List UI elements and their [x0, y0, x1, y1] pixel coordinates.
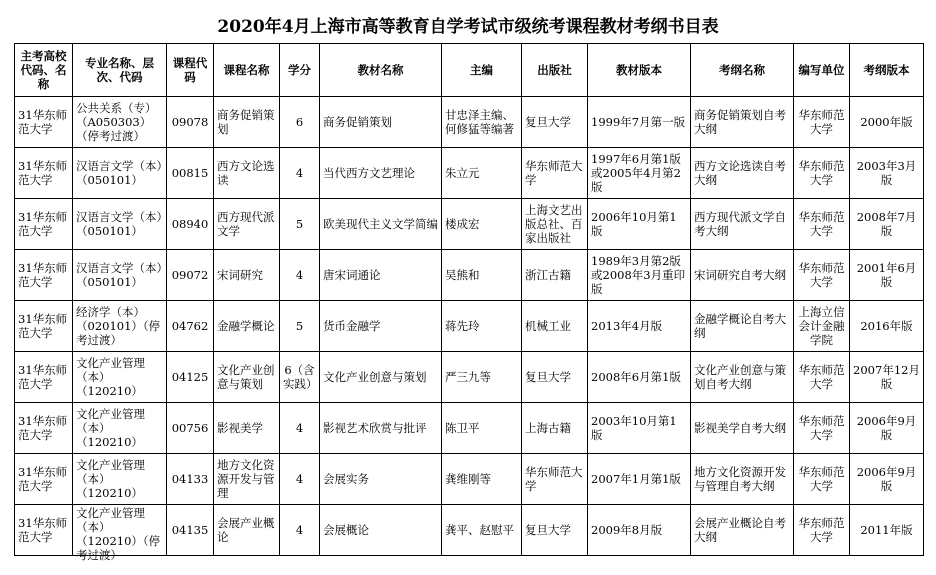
- author-unit-cell-text: 华东师范大学: [798, 516, 845, 544]
- course-code-cell: [167, 199, 214, 250]
- major-cell-text: 汉语言文学（本）（050101）: [76, 261, 163, 289]
- edition-cell: [588, 403, 691, 454]
- syllabus-version-cell: [850, 454, 924, 505]
- major-cell-text: 文化产业管理（本）（120210）: [76, 356, 145, 398]
- credits-cell: [280, 454, 320, 505]
- publisher-cell: [522, 505, 588, 556]
- syllabus-cell: [691, 352, 794, 403]
- textbook-cell-text: 货币金融学: [323, 319, 381, 333]
- major-cell-text: 汉语言文学（本）（050101）: [76, 159, 163, 187]
- table-row: [15, 97, 924, 148]
- author-unit-cell-text: 上海立信会计金融学院: [798, 305, 845, 347]
- major-cell: [73, 352, 167, 403]
- editor-cell: [442, 454, 522, 505]
- publisher-cell-text: 复旦大学: [525, 115, 571, 129]
- school-cell-text: 31华东师范大学: [18, 261, 68, 289]
- publisher-cell-text: 复旦大学: [525, 370, 571, 384]
- course-code-cell: [167, 403, 214, 454]
- edition-cell: [588, 148, 691, 199]
- course-code-cell-text: 00756: [171, 421, 209, 435]
- syllabus-cell: [691, 148, 794, 199]
- textbook-cell: [320, 454, 442, 505]
- major-cell: [73, 250, 167, 301]
- publisher-cell: [522, 199, 588, 250]
- school-cell-text: 31华东师范大学: [18, 414, 68, 442]
- major-cell: [73, 97, 167, 148]
- textbook-cell-text: 会展实务: [323, 472, 369, 486]
- editor-cell: [442, 505, 522, 556]
- editor-cell: [442, 352, 522, 403]
- course-name-cell-text: 宋词研究: [217, 268, 263, 282]
- school-cell-text: 31华东师范大学: [18, 516, 68, 544]
- syllabus-cell-text: 金融学概论自考大纲: [694, 312, 786, 340]
- syllabus-version-cell-text: 2003年3月版: [856, 159, 917, 187]
- header-editor: 主编: [442, 44, 522, 97]
- edition-cell-text: 1997年6月第1版或2005年4月第2版: [591, 152, 681, 194]
- course-name-cell-text: 文化产业创意与策划: [217, 363, 275, 391]
- publisher-cell: [522, 454, 588, 505]
- edition-cell: [588, 97, 691, 148]
- header-edition: 教材版本: [588, 44, 691, 97]
- textbook-cell: [320, 97, 442, 148]
- textbook-cell: [320, 403, 442, 454]
- syllabus-version-cell-text: 2008年7月版: [856, 210, 917, 238]
- author-unit-cell-text: 华东师范大学: [798, 465, 845, 493]
- edition-cell-text: 2008年6月第1版: [591, 370, 681, 384]
- edition-cell-text: 2007年1月第1版: [591, 472, 681, 486]
- editor-cell-text: 朱立元: [445, 166, 480, 180]
- syllabus-cell-text: 地方文化资源开发与管理自考大纲: [694, 465, 786, 493]
- major-cell: [73, 199, 167, 250]
- editor-cell-text: 龚平、赵慰平: [445, 523, 514, 537]
- editor-cell: [442, 97, 522, 148]
- textbook-cell-text: 文化产业创意与策划: [323, 370, 427, 384]
- syllabus-cell-text: 宋词研究自考大纲: [694, 268, 786, 282]
- author-unit-cell: [794, 250, 850, 301]
- edition-cell-text: 1999年7月第一版: [591, 115, 686, 129]
- textbook-table: [14, 43, 924, 562]
- school-cell: [15, 403, 73, 454]
- editor-cell-text: 甘忠泽主编、何修猛等编著: [445, 108, 514, 136]
- credits-cell: [280, 148, 320, 199]
- syllabus-cell-text: 商务促销策划自考大纲: [694, 108, 786, 136]
- course-name-cell-text: 地方文化资源开发与管理: [217, 458, 275, 500]
- author-unit-cell-text: 华东师范大学: [798, 261, 845, 289]
- table-body: [15, 97, 924, 562]
- course-name-cell-text: 会展产业概论: [217, 516, 275, 544]
- school-cell: [15, 505, 73, 556]
- course-code-cell-text: 09078: [171, 115, 209, 129]
- edition-cell: [588, 301, 691, 352]
- school-cell-text: 31华东师范大学: [18, 363, 68, 391]
- author-unit-cell-text: 华东师范大学: [798, 363, 845, 391]
- syllabus-cell: [691, 97, 794, 148]
- table-row: [15, 148, 924, 199]
- publisher-cell: [522, 403, 588, 454]
- author-unit-cell: [794, 403, 850, 454]
- table-row: [15, 301, 924, 352]
- course-name-cell-text: 金融学概论: [217, 319, 275, 333]
- edition-cell: [588, 352, 691, 403]
- credits-cell-text: 6: [295, 115, 304, 129]
- major-cell-text: 公共关系（专）（A050303）（停考过渡）: [76, 101, 157, 143]
- author-unit-cell: [794, 352, 850, 403]
- credits-cell: [280, 352, 320, 403]
- edition-cell-text: 1989年3月第2版或2008年3月重印版: [591, 254, 686, 296]
- publisher-cell-text: 复旦大学: [525, 523, 571, 537]
- major-cell: [73, 454, 167, 505]
- editor-cell: [442, 250, 522, 301]
- publisher-cell-text: 浙江古籍: [525, 268, 571, 282]
- header-credits: 学分: [280, 44, 320, 97]
- author-unit-cell-text: 华东师范大学: [798, 159, 845, 187]
- edition-cell-text: 2013年4月版: [591, 319, 663, 333]
- school-cell-text: 31华东师范大学: [18, 159, 68, 187]
- school-cell: [15, 454, 73, 505]
- publisher-cell: [522, 250, 588, 301]
- textbook-cell: [320, 352, 442, 403]
- header-syllabus: 考纲名称: [691, 44, 794, 97]
- syllabus-cell-text: 文化产业创意与策划自考大纲: [694, 363, 786, 391]
- header-course-code: 课程代码: [167, 44, 214, 97]
- school-cell-text: 31华东师范大学: [18, 108, 68, 136]
- table-row: [15, 199, 924, 250]
- school-cell: [15, 352, 73, 403]
- publisher-cell-text: 上海文艺出版总社、百家出版社: [525, 203, 583, 245]
- edition-cell: [588, 505, 691, 556]
- textbook-cell: [320, 148, 442, 199]
- table-row: [15, 505, 924, 556]
- author-unit-cell: [794, 97, 850, 148]
- syllabus-version-cell: [850, 250, 924, 301]
- course-code-cell: [167, 454, 214, 505]
- credits-cell: [280, 199, 320, 250]
- edition-cell: [588, 250, 691, 301]
- edition-cell: [588, 199, 691, 250]
- course-code-cell: [167, 505, 214, 556]
- course-code-cell-text: 04125: [171, 370, 209, 384]
- course-code-cell-text: 09072: [171, 268, 209, 282]
- author-unit-cell-text: 华东师范大学: [798, 210, 845, 238]
- syllabus-version-cell: [850, 403, 924, 454]
- header-author-unit: 编写单位: [794, 44, 850, 97]
- textbook-cell: [320, 199, 442, 250]
- course-name-cell: [214, 403, 280, 454]
- course-code-cell-text: 00815: [171, 166, 209, 180]
- publisher-cell-text: 机械工业: [525, 319, 571, 333]
- syllabus-cell: [691, 505, 794, 556]
- table-row: [15, 403, 924, 454]
- syllabus-version-cell-text: 2007年12月版: [853, 363, 920, 391]
- syllabus-version-cell-text: 2016年版: [860, 319, 913, 333]
- header-course-name: 课程名称: [214, 44, 280, 97]
- edition-cell-text: 2006年10月第1版: [591, 210, 677, 238]
- course-name-cell: [214, 352, 280, 403]
- publisher-cell-text: 华东师范大学: [525, 159, 583, 187]
- course-code-cell-text: 04762: [171, 319, 209, 333]
- credits-cell-text: 5: [295, 319, 304, 333]
- course-code-cell: [167, 250, 214, 301]
- publisher-cell: [522, 301, 588, 352]
- table-header-row: [15, 44, 924, 97]
- credits-cell-text: 4: [295, 166, 304, 180]
- author-unit-cell: [794, 454, 850, 505]
- syllabus-cell-text: 影视美学自考大纲: [694, 421, 786, 435]
- course-code-cell-text: 04133: [171, 472, 209, 486]
- editor-cell: [442, 199, 522, 250]
- textbook-cell-text: 影视艺术欣赏与批评: [323, 421, 427, 435]
- major-cell: [73, 148, 167, 199]
- course-name-cell: [214, 250, 280, 301]
- course-name-cell-text: 西方现代派文学: [217, 210, 275, 238]
- author-unit-cell-text: 华东师范大学: [798, 414, 845, 442]
- syllabus-cell-text: 西方文论选读自考大纲: [694, 159, 786, 187]
- course-code-cell-text: 04135: [171, 523, 209, 537]
- syllabus-cell: [691, 403, 794, 454]
- major-cell-text: 文化产业管理（本）（120210）: [76, 407, 145, 449]
- textbook-cell-text: 商务促销策划: [323, 115, 392, 129]
- publisher-cell: [522, 352, 588, 403]
- school-cell-text: 31华东师范大学: [18, 465, 68, 493]
- syllabus-version-cell-text: 2001年6月版: [856, 261, 917, 289]
- syllabus-cell: [691, 454, 794, 505]
- major-cell: [73, 505, 167, 562]
- syllabus-version-cell: [850, 97, 924, 148]
- major-cell-text: 文化产业管理（本）（120210）: [76, 458, 145, 500]
- header-school: 主考高校代码、名称: [15, 44, 73, 97]
- editor-cell-text: 严三九等: [445, 370, 491, 384]
- syllabus-cell: [691, 250, 794, 301]
- edition-cell-text: 2003年10月第1版: [591, 414, 677, 442]
- credits-cell: [280, 505, 320, 556]
- publisher-cell-text: 上海古籍: [525, 421, 571, 435]
- course-name-cell: [214, 301, 280, 352]
- major-cell-text: 文化产业管理（本）（120210）（停考过渡）: [76, 506, 161, 562]
- publisher-cell-text: 华东师范大学: [525, 465, 583, 493]
- header-major: 专业名称、层次、代码: [73, 44, 167, 97]
- credits-cell-text: 4: [295, 268, 304, 282]
- credits-cell: [280, 301, 320, 352]
- author-unit-cell: [794, 505, 850, 556]
- course-name-cell-text: 商务促销策划: [217, 108, 275, 136]
- school-cell: [15, 301, 73, 352]
- author-unit-cell: [794, 199, 850, 250]
- editor-cell-text: 吴熊和: [445, 268, 480, 282]
- textbook-cell-text: 欧美现代主义文学简编: [323, 217, 438, 231]
- major-cell: [73, 403, 167, 454]
- syllabus-cell: [691, 301, 794, 352]
- credits-cell: [280, 403, 320, 454]
- editor-cell: [442, 403, 522, 454]
- textbook-cell-text: 当代西方文艺理论: [323, 166, 415, 180]
- course-name-cell: [214, 199, 280, 250]
- edition-cell-text: 2009年8月版: [591, 523, 663, 537]
- course-code-cell: [167, 148, 214, 199]
- syllabus-version-cell-text: 2000年版: [860, 115, 913, 129]
- header-publisher: 出版社: [522, 44, 588, 97]
- major-cell-text: 经济学（本）（020101）（停考过渡）: [76, 305, 161, 347]
- author-unit-cell-text: 华东师范大学: [798, 108, 845, 136]
- editor-cell: [442, 148, 522, 199]
- textbook-cell: [320, 505, 442, 556]
- editor-cell-text: 陈卫平: [445, 421, 480, 435]
- editor-cell-text: 楼成宏: [445, 217, 480, 231]
- textbook-cell-text: 唐宋词通论: [323, 268, 381, 282]
- syllabus-version-cell-text: 2006年9月版: [856, 465, 917, 493]
- course-name-cell-text: 影视美学: [217, 421, 263, 435]
- syllabus-version-cell: [850, 301, 924, 352]
- course-code-cell-text: 08940: [171, 217, 209, 231]
- course-code-cell: [167, 97, 214, 148]
- page-title: 2020年4月上海市高等教育自学考试市级统考课程教材考纲书目表: [217, 17, 719, 37]
- syllabus-cell: [691, 199, 794, 250]
- table-row: [15, 352, 924, 403]
- textbook-cell: [320, 301, 442, 352]
- school-cell: [15, 199, 73, 250]
- course-name-cell-text: 西方文论选读: [217, 159, 275, 187]
- course-name-cell: [214, 454, 280, 505]
- school-cell: [15, 250, 73, 301]
- school-cell: [15, 148, 73, 199]
- syllabus-cell-text: 西方现代派文学自考大纲: [694, 210, 786, 238]
- syllabus-cell-text: 会展产业概论自考大纲: [694, 516, 786, 544]
- header-textbook: 教材名称: [320, 44, 442, 97]
- textbook-cell: [320, 250, 442, 301]
- table-row: [15, 454, 924, 505]
- credits-cell-text: 4: [295, 421, 304, 435]
- course-name-cell: [214, 148, 280, 199]
- school-cell-text: 31华东师范大学: [18, 312, 68, 340]
- editor-cell-text: 蒋先玲: [445, 319, 480, 333]
- publisher-cell: [522, 97, 588, 148]
- course-name-cell: [214, 505, 280, 556]
- syllabus-version-cell: [850, 148, 924, 199]
- syllabus-version-cell: [850, 199, 924, 250]
- major-cell-text: 汉语言文学（本）（050101）: [76, 210, 163, 238]
- credits-cell-text: 5: [295, 217, 304, 231]
- syllabus-version-cell-text: 2006年9月版: [856, 414, 917, 442]
- credits-cell-text: 4: [295, 523, 304, 537]
- course-code-cell: [167, 301, 214, 352]
- course-name-cell: [214, 97, 280, 148]
- credits-cell-text: 4: [295, 472, 304, 486]
- syllabus-version-cell: [850, 505, 924, 556]
- textbook-cell-text: 会展概论: [323, 523, 369, 537]
- author-unit-cell: [794, 148, 850, 199]
- publisher-cell: [522, 148, 588, 199]
- credits-cell: [280, 250, 320, 301]
- major-cell: [73, 301, 167, 352]
- school-cell-text: 31华东师范大学: [18, 210, 68, 238]
- editor-cell-text: 龚维刚等: [445, 472, 491, 486]
- editor-cell: [442, 301, 522, 352]
- table-row: [15, 250, 924, 301]
- header-syllabus-version: 考纲版本: [850, 44, 924, 97]
- textbook-table-container: [14, 43, 923, 575]
- edition-cell: [588, 454, 691, 505]
- author-unit-cell: [794, 301, 850, 352]
- course-code-cell: [167, 352, 214, 403]
- school-cell: [15, 97, 73, 148]
- credits-cell: [280, 97, 320, 148]
- syllabus-version-cell: [850, 352, 924, 403]
- credits-cell-text: 6（含实践）: [283, 363, 318, 391]
- syllabus-version-cell-text: 2011年版: [860, 523, 913, 537]
